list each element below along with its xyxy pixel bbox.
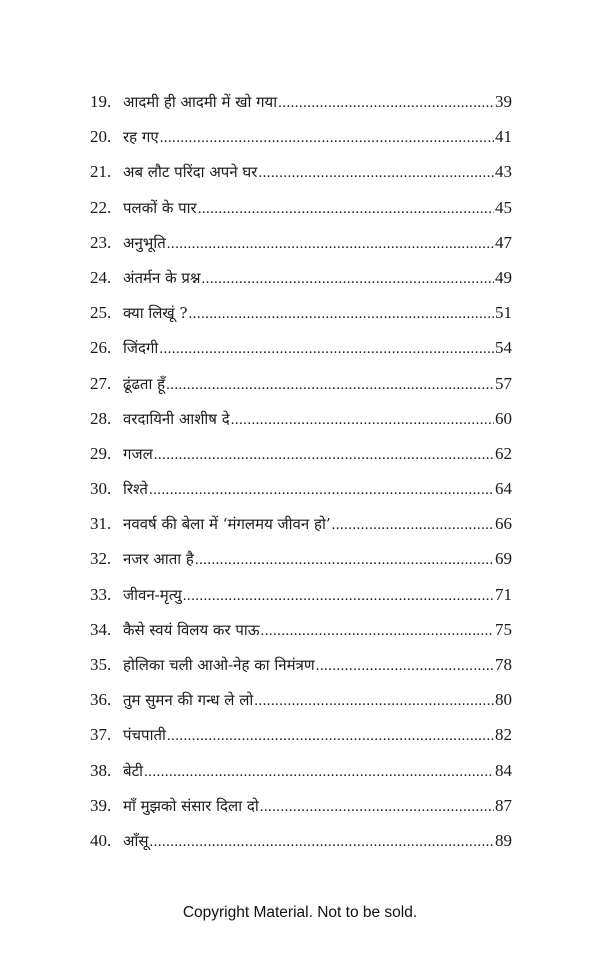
entry-title: जीवन-मृत्यु bbox=[123, 585, 182, 604]
toc-entry-25 bbox=[90, 301, 512, 336]
toc-entry-24 bbox=[90, 266, 512, 301]
dot-leader bbox=[154, 443, 494, 467]
dot-leader bbox=[202, 267, 494, 291]
entry-number: 22. bbox=[90, 197, 112, 217]
entry-number: 25. bbox=[90, 303, 112, 323]
toc-entry-33 bbox=[90, 583, 512, 618]
entry-title: पंचपाती bbox=[123, 726, 166, 745]
entry-page: 84 bbox=[495, 760, 512, 780]
dot-leader bbox=[332, 513, 494, 537]
entry-page: 71 bbox=[495, 584, 512, 604]
entry-title: नजर आता है bbox=[123, 550, 194, 569]
entry-number: 26. bbox=[90, 338, 112, 358]
entry-number: 31. bbox=[90, 514, 112, 534]
dot-leader bbox=[166, 373, 494, 397]
entry-page: 41 bbox=[495, 127, 512, 147]
entry-title: कैसे स्वयं विलय कर पाऊ bbox=[123, 620, 260, 639]
entry-number: 29. bbox=[90, 443, 112, 463]
toc-entry-28 bbox=[90, 407, 512, 442]
entry-number: 28. bbox=[90, 408, 112, 428]
entry-page: 62 bbox=[495, 443, 512, 463]
toc-entry-22 bbox=[90, 196, 512, 231]
entry-number: 38. bbox=[90, 760, 112, 780]
entry-title: गजल bbox=[123, 444, 153, 463]
dot-leader bbox=[183, 584, 494, 608]
entry-number: 24. bbox=[90, 267, 112, 287]
toc-entry-36 bbox=[90, 688, 512, 723]
dot-leader bbox=[278, 91, 494, 115]
entry-page: 80 bbox=[495, 690, 512, 710]
dot-leader bbox=[231, 408, 494, 432]
toc-entry-20 bbox=[90, 125, 512, 160]
entry-title: नववर्ष की बेला में ‘मंगलमय जीवन हो’ bbox=[123, 515, 331, 534]
entry-title: अंतर्मन के प्रश्न bbox=[123, 268, 201, 287]
dot-leader bbox=[258, 161, 494, 185]
toc-entry-39 bbox=[90, 794, 512, 829]
toc-entry-37 bbox=[90, 723, 512, 758]
entry-number: 39. bbox=[90, 795, 112, 815]
toc-entry-19 bbox=[90, 90, 512, 125]
toc-entry-38 bbox=[90, 759, 512, 794]
entry-page: 49 bbox=[495, 267, 512, 287]
toc-entry-40 bbox=[90, 829, 512, 864]
entry-page: 39 bbox=[495, 92, 512, 111]
toc-entry-32 bbox=[90, 547, 512, 582]
dot-leader bbox=[316, 654, 494, 678]
dot-leader bbox=[254, 689, 494, 713]
toc-entry-35 bbox=[90, 653, 512, 688]
dot-leader bbox=[195, 548, 494, 572]
entry-number: 20. bbox=[90, 127, 112, 147]
entry-page: 82 bbox=[495, 725, 512, 745]
entry-number: 34. bbox=[90, 619, 112, 639]
entry-title: आदमी ही आदमी में खो गया bbox=[123, 93, 278, 111]
entry-page: 87 bbox=[495, 795, 512, 815]
entry-page: 89 bbox=[495, 830, 512, 850]
toc-entry-26 bbox=[90, 336, 512, 371]
entry-title: रह गए bbox=[123, 128, 159, 147]
entry-title: आँसू bbox=[123, 831, 149, 850]
toc-entry-31 bbox=[90, 512, 512, 547]
entry-page: 43 bbox=[495, 162, 512, 182]
dot-leader bbox=[144, 760, 494, 784]
entry-number: 40. bbox=[90, 830, 112, 850]
entry-title: वरदायिनी आशीष दे bbox=[123, 409, 230, 428]
entry-page: 75 bbox=[495, 619, 512, 639]
entry-page: 47 bbox=[495, 232, 512, 252]
dot-leader bbox=[160, 126, 494, 150]
dot-leader bbox=[159, 337, 494, 361]
entry-number: 27. bbox=[90, 373, 112, 393]
entry-title: क्या लिखूं ? bbox=[123, 304, 188, 323]
entry-number: 19. bbox=[90, 92, 112, 111]
toc-entry-21 bbox=[90, 160, 512, 195]
dot-leader bbox=[167, 232, 494, 256]
entry-title: बेटी bbox=[123, 761, 144, 780]
entry-number: 23. bbox=[90, 232, 112, 252]
dot-leader bbox=[260, 795, 494, 819]
toc-entry-29 bbox=[90, 442, 512, 477]
entry-number: 36. bbox=[90, 690, 112, 710]
entry-number: 30. bbox=[90, 479, 112, 499]
entry-title: रिश्ते bbox=[123, 480, 148, 499]
entry-number: 37. bbox=[90, 725, 112, 745]
entry-title: जिंदगी bbox=[123, 339, 159, 358]
entry-number: 21. bbox=[90, 162, 112, 182]
copyright-footer: Copyright Material. Not to be sold. bbox=[182, 904, 418, 921]
entry-page: 60 bbox=[495, 408, 512, 428]
entry-number: 33. bbox=[90, 584, 112, 604]
entry-title: होलिका चली आओ-नेह का निमंत्रण bbox=[123, 656, 315, 674]
entry-page: 45 bbox=[495, 197, 512, 217]
entry-title: अब लौट परिंदा अपने घर bbox=[123, 163, 258, 182]
toc-entry-30 bbox=[90, 477, 512, 512]
entry-title: अनुभूति bbox=[123, 233, 166, 252]
entry-page: 64 bbox=[495, 479, 512, 499]
dot-leader bbox=[189, 302, 494, 326]
entry-page: 66 bbox=[495, 514, 512, 534]
entry-page: 54 bbox=[495, 338, 512, 358]
table-of-contents bbox=[90, 90, 512, 864]
dot-leader bbox=[167, 724, 494, 748]
entry-page: 69 bbox=[495, 549, 512, 569]
toc-entry-34 bbox=[90, 618, 512, 653]
dot-leader bbox=[261, 619, 494, 643]
dot-leader bbox=[149, 830, 494, 854]
entry-title: तुम सुमन की गन्ध ले लो bbox=[123, 691, 254, 710]
entry-number: 32. bbox=[90, 549, 112, 569]
entry-page: 57 bbox=[495, 373, 512, 393]
entry-page: 78 bbox=[495, 655, 512, 674]
toc-entry-23 bbox=[90, 231, 512, 266]
entry-number: 35. bbox=[90, 655, 112, 674]
entry-page: 51 bbox=[495, 303, 512, 323]
toc-entry-27 bbox=[90, 372, 512, 407]
entry-title: ढूंढता हूँ bbox=[123, 374, 166, 393]
dot-leader bbox=[198, 197, 494, 221]
entry-title: पलकों के पार bbox=[123, 198, 197, 217]
entry-title: माँ मुझको संसार दिला दो bbox=[123, 796, 259, 815]
dot-leader bbox=[149, 478, 494, 502]
